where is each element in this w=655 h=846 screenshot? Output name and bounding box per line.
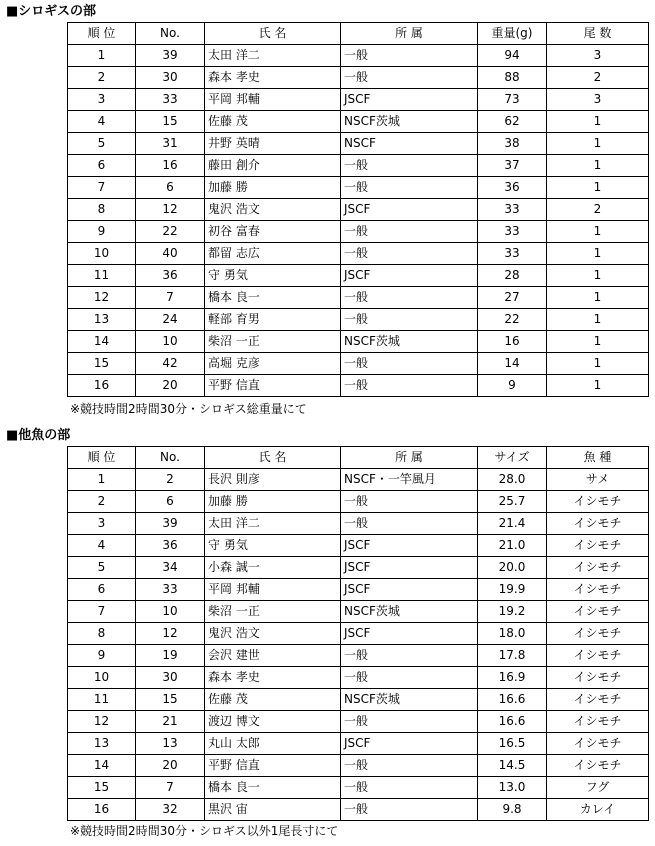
cell-weight: 22 bbox=[478, 309, 547, 331]
cell-name: 鬼沢 浩文 bbox=[205, 199, 341, 221]
cell-no: 10 bbox=[136, 601, 205, 623]
header-affiliation: 所 属 bbox=[341, 23, 478, 45]
cell-count: 3 bbox=[547, 45, 649, 67]
cell-rank: 14 bbox=[68, 331, 136, 353]
cell-size: 28.0 bbox=[478, 469, 547, 491]
cell-affiliation: JSCF bbox=[341, 579, 478, 601]
shirogisu-table-body bbox=[68, 45, 649, 397]
cell-count: 1 bbox=[547, 287, 649, 309]
cell-no: 33 bbox=[136, 579, 205, 601]
shirogisu-section-title: ■シロギスの部 bbox=[6, 4, 97, 19]
cell-weight: 16 bbox=[478, 331, 547, 353]
cell-species: イシモチ bbox=[547, 579, 649, 601]
cell-rank: 4 bbox=[68, 111, 136, 133]
cell-count: 1 bbox=[547, 265, 649, 287]
cell-species: イシモチ bbox=[547, 535, 649, 557]
other-fish-note: ※競技時間2時間30分・シロギス以外1尾長寸にて bbox=[70, 824, 339, 838]
cell-no: 16 bbox=[136, 155, 205, 177]
table-row bbox=[68, 689, 649, 711]
cell-count: 1 bbox=[547, 243, 649, 265]
cell-no: 36 bbox=[136, 265, 205, 287]
cell-no: 15 bbox=[136, 689, 205, 711]
cell-rank: 15 bbox=[68, 777, 136, 799]
cell-weight: 9 bbox=[478, 375, 547, 397]
cell-no: 6 bbox=[136, 177, 205, 199]
cell-name: 平岡 邦輔 bbox=[205, 89, 341, 111]
table-row bbox=[68, 469, 649, 491]
cell-rank: 7 bbox=[68, 601, 136, 623]
cell-count: 1 bbox=[547, 353, 649, 375]
cell-affiliation: NSCF bbox=[341, 133, 478, 155]
cell-species: イシモチ bbox=[547, 711, 649, 733]
cell-name: 森本 孝史 bbox=[205, 667, 341, 689]
other-fish-results-table bbox=[67, 446, 649, 821]
cell-rank: 6 bbox=[68, 579, 136, 601]
cell-no: 12 bbox=[136, 623, 205, 645]
cell-name: 佐藤 茂 bbox=[205, 111, 341, 133]
table-row bbox=[68, 45, 649, 67]
cell-affiliation: 一般 bbox=[341, 155, 478, 177]
table-row bbox=[68, 513, 649, 535]
cell-name: 黒沢 宙 bbox=[205, 799, 341, 821]
cell-no: 20 bbox=[136, 755, 205, 777]
cell-no: 40 bbox=[136, 243, 205, 265]
cell-size: 25.7 bbox=[478, 491, 547, 513]
cell-species: イシモチ bbox=[547, 667, 649, 689]
table-row bbox=[68, 287, 649, 309]
cell-species: カレイ bbox=[547, 799, 649, 821]
cell-species: イシモチ bbox=[547, 601, 649, 623]
cell-affiliation: 一般 bbox=[341, 491, 478, 513]
cell-rank: 12 bbox=[68, 287, 136, 309]
cell-affiliation: NSCF茨城 bbox=[341, 601, 478, 623]
cell-affiliation: JSCF bbox=[341, 89, 478, 111]
cell-weight: 94 bbox=[478, 45, 547, 67]
table-row bbox=[68, 111, 649, 133]
table-row bbox=[68, 579, 649, 601]
table-row bbox=[68, 243, 649, 265]
cell-weight: 27 bbox=[478, 287, 547, 309]
cell-size: 21.0 bbox=[478, 535, 547, 557]
header-weight: 重量(g) bbox=[478, 23, 547, 45]
cell-rank: 1 bbox=[68, 469, 136, 491]
cell-weight: 33 bbox=[478, 199, 547, 221]
table-row bbox=[68, 535, 649, 557]
cell-affiliation: 一般 bbox=[341, 777, 478, 799]
cell-name: 丸山 太郎 bbox=[205, 733, 341, 755]
cell-affiliation: 一般 bbox=[341, 667, 478, 689]
cell-name: 長沢 則彦 bbox=[205, 469, 341, 491]
table-row bbox=[68, 645, 649, 667]
cell-weight: 73 bbox=[478, 89, 547, 111]
cell-affiliation: 一般 bbox=[341, 243, 478, 265]
cell-weight: 33 bbox=[478, 221, 547, 243]
header-count: 尾 数 bbox=[547, 23, 649, 45]
cell-count: 1 bbox=[547, 177, 649, 199]
cell-count: 3 bbox=[547, 89, 649, 111]
other-fish-section-title: ■他魚の部 bbox=[6, 428, 71, 443]
cell-weight: 37 bbox=[478, 155, 547, 177]
cell-rank: 13 bbox=[68, 733, 136, 755]
cell-affiliation: NSCF茨城 bbox=[341, 331, 478, 353]
cell-name: 渡辺 博文 bbox=[205, 711, 341, 733]
cell-rank: 4 bbox=[68, 535, 136, 557]
table-row bbox=[68, 199, 649, 221]
cell-name: 平野 信直 bbox=[205, 375, 341, 397]
cell-count: 1 bbox=[547, 133, 649, 155]
table-row bbox=[68, 755, 649, 777]
cell-no: 12 bbox=[136, 199, 205, 221]
cell-size: 14.5 bbox=[478, 755, 547, 777]
header-name: 氏 名 bbox=[205, 23, 341, 45]
cell-name: 小森 誠一 bbox=[205, 557, 341, 579]
cell-rank: 5 bbox=[68, 557, 136, 579]
table-row bbox=[68, 777, 649, 799]
cell-no: 32 bbox=[136, 799, 205, 821]
cell-affiliation: NSCF茨城 bbox=[341, 689, 478, 711]
cell-species: フグ bbox=[547, 777, 649, 799]
cell-no: 31 bbox=[136, 133, 205, 155]
cell-no: 39 bbox=[136, 45, 205, 67]
cell-count: 1 bbox=[547, 331, 649, 353]
cell-rank: 2 bbox=[68, 67, 136, 89]
cell-no: 24 bbox=[136, 309, 205, 331]
cell-no: 10 bbox=[136, 331, 205, 353]
cell-no: 20 bbox=[136, 375, 205, 397]
cell-rank: 8 bbox=[68, 623, 136, 645]
cell-weight: 33 bbox=[478, 243, 547, 265]
cell-affiliation: JSCF bbox=[341, 199, 478, 221]
table-row bbox=[68, 67, 649, 89]
cell-rank: 13 bbox=[68, 309, 136, 331]
cell-name: 平野 信直 bbox=[205, 755, 341, 777]
cell-affiliation: 一般 bbox=[341, 221, 478, 243]
header-no: No. bbox=[136, 447, 205, 469]
cell-affiliation: JSCF bbox=[341, 265, 478, 287]
cell-name: 井野 英晴 bbox=[205, 133, 341, 155]
cell-species: イシモチ bbox=[547, 755, 649, 777]
cell-weight: 14 bbox=[478, 353, 547, 375]
cell-species: イシモチ bbox=[547, 513, 649, 535]
cell-rank: 12 bbox=[68, 711, 136, 733]
cell-name: 佐藤 茂 bbox=[205, 689, 341, 711]
cell-size: 16.6 bbox=[478, 689, 547, 711]
cell-name: 柴沼 一正 bbox=[205, 601, 341, 623]
cell-affiliation: 一般 bbox=[341, 645, 478, 667]
header-species: 魚 種 bbox=[547, 447, 649, 469]
table-row bbox=[68, 557, 649, 579]
cell-size: 16.6 bbox=[478, 711, 547, 733]
cell-size: 16.5 bbox=[478, 733, 547, 755]
cell-count: 1 bbox=[547, 221, 649, 243]
cell-count: 2 bbox=[547, 67, 649, 89]
cell-name: 鬼沢 浩文 bbox=[205, 623, 341, 645]
header-name: 氏 名 bbox=[205, 447, 341, 469]
table-row bbox=[68, 667, 649, 689]
cell-name: 軽部 育男 bbox=[205, 309, 341, 331]
cell-size: 9.8 bbox=[478, 799, 547, 821]
cell-size: 20.0 bbox=[478, 557, 547, 579]
cell-no: 6 bbox=[136, 491, 205, 513]
cell-no: 33 bbox=[136, 89, 205, 111]
cell-size: 19.2 bbox=[478, 601, 547, 623]
cell-affiliation: 一般 bbox=[341, 67, 478, 89]
cell-weight: 28 bbox=[478, 265, 547, 287]
cell-size: 17.8 bbox=[478, 645, 547, 667]
cell-name: 柴沼 一正 bbox=[205, 331, 341, 353]
table-row bbox=[68, 733, 649, 755]
cell-name: 高堀 克彦 bbox=[205, 353, 341, 375]
cell-rank: 2 bbox=[68, 491, 136, 513]
cell-species: イシモチ bbox=[547, 645, 649, 667]
cell-species: イシモチ bbox=[547, 689, 649, 711]
cell-name: 橋本 良一 bbox=[205, 777, 341, 799]
cell-species: イシモチ bbox=[547, 557, 649, 579]
table-header-row bbox=[68, 447, 649, 469]
table-row bbox=[68, 265, 649, 287]
other-fish-table-body bbox=[68, 469, 649, 821]
table-row bbox=[68, 491, 649, 513]
cell-no: 15 bbox=[136, 111, 205, 133]
cell-weight: 38 bbox=[478, 133, 547, 155]
cell-name: 加藤 勝 bbox=[205, 177, 341, 199]
cell-name: 初谷 富春 bbox=[205, 221, 341, 243]
cell-species: イシモチ bbox=[547, 491, 649, 513]
cell-no: 2 bbox=[136, 469, 205, 491]
cell-size: 13.0 bbox=[478, 777, 547, 799]
table-row bbox=[68, 353, 649, 375]
cell-no: 7 bbox=[136, 287, 205, 309]
table-row bbox=[68, 375, 649, 397]
cell-affiliation: 一般 bbox=[341, 513, 478, 535]
cell-rank: 14 bbox=[68, 755, 136, 777]
table-row bbox=[68, 309, 649, 331]
cell-rank: 10 bbox=[68, 667, 136, 689]
cell-name: 太田 洋二 bbox=[205, 45, 341, 67]
cell-rank: 9 bbox=[68, 645, 136, 667]
cell-rank: 8 bbox=[68, 199, 136, 221]
cell-no: 21 bbox=[136, 711, 205, 733]
cell-affiliation: 一般 bbox=[341, 45, 478, 67]
header-rank: 順 位 bbox=[68, 447, 136, 469]
cell-rank: 9 bbox=[68, 221, 136, 243]
cell-affiliation: JSCF bbox=[341, 535, 478, 557]
cell-rank: 16 bbox=[68, 375, 136, 397]
cell-rank: 3 bbox=[68, 89, 136, 111]
cell-name: 都留 志広 bbox=[205, 243, 341, 265]
header-no: No. bbox=[136, 23, 205, 45]
header-rank: 順 位 bbox=[68, 23, 136, 45]
cell-affiliation: 一般 bbox=[341, 353, 478, 375]
cell-rank: 11 bbox=[68, 689, 136, 711]
cell-affiliation: 一般 bbox=[341, 755, 478, 777]
table-row bbox=[68, 601, 649, 623]
header-size: サイズ bbox=[478, 447, 547, 469]
table-row bbox=[68, 155, 649, 177]
cell-no: 30 bbox=[136, 667, 205, 689]
cell-name: 太田 洋二 bbox=[205, 513, 341, 535]
cell-no: 36 bbox=[136, 535, 205, 557]
cell-species: サメ bbox=[547, 469, 649, 491]
table-row bbox=[68, 623, 649, 645]
cell-weight: 62 bbox=[478, 111, 547, 133]
cell-species: イシモチ bbox=[547, 623, 649, 645]
cell-name: 藤田 創介 bbox=[205, 155, 341, 177]
cell-count: 1 bbox=[547, 375, 649, 397]
cell-weight: 36 bbox=[478, 177, 547, 199]
table-row bbox=[68, 331, 649, 353]
cell-no: 13 bbox=[136, 733, 205, 755]
cell-no: 34 bbox=[136, 557, 205, 579]
cell-count: 1 bbox=[547, 155, 649, 177]
cell-size: 16.9 bbox=[478, 667, 547, 689]
table-row bbox=[68, 89, 649, 111]
cell-affiliation: JSCF bbox=[341, 557, 478, 579]
cell-rank: 3 bbox=[68, 513, 136, 535]
cell-name: 守 勇気 bbox=[205, 265, 341, 287]
table-row bbox=[68, 221, 649, 243]
cell-no: 30 bbox=[136, 67, 205, 89]
table-header-row bbox=[68, 23, 649, 45]
table-row bbox=[68, 177, 649, 199]
shirogisu-results-table bbox=[67, 22, 649, 397]
cell-affiliation: 一般 bbox=[341, 177, 478, 199]
cell-rank: 1 bbox=[68, 45, 136, 67]
cell-affiliation: 一般 bbox=[341, 375, 478, 397]
cell-rank: 11 bbox=[68, 265, 136, 287]
cell-no: 19 bbox=[136, 645, 205, 667]
cell-rank: 10 bbox=[68, 243, 136, 265]
cell-no: 42 bbox=[136, 353, 205, 375]
cell-rank: 16 bbox=[68, 799, 136, 821]
cell-rank: 7 bbox=[68, 177, 136, 199]
cell-rank: 6 bbox=[68, 155, 136, 177]
header-affiliation: 所 属 bbox=[341, 447, 478, 469]
cell-weight: 88 bbox=[478, 67, 547, 89]
table-row bbox=[68, 799, 649, 821]
cell-count: 2 bbox=[547, 199, 649, 221]
cell-affiliation: NSCF・一竿風月 bbox=[341, 469, 478, 491]
cell-no: 7 bbox=[136, 777, 205, 799]
cell-rank: 5 bbox=[68, 133, 136, 155]
cell-name: 橋本 良一 bbox=[205, 287, 341, 309]
cell-affiliation: JSCF bbox=[341, 623, 478, 645]
cell-no: 22 bbox=[136, 221, 205, 243]
cell-name: 森本 孝史 bbox=[205, 67, 341, 89]
cell-affiliation: JSCF bbox=[341, 733, 478, 755]
cell-name: 平岡 邦輔 bbox=[205, 579, 341, 601]
cell-name: 会沢 建世 bbox=[205, 645, 341, 667]
cell-size: 18.0 bbox=[478, 623, 547, 645]
cell-rank: 15 bbox=[68, 353, 136, 375]
cell-affiliation: NSCF茨城 bbox=[341, 111, 478, 133]
cell-count: 1 bbox=[547, 309, 649, 331]
table-row bbox=[68, 133, 649, 155]
cell-affiliation: 一般 bbox=[341, 711, 478, 733]
cell-size: 21.4 bbox=[478, 513, 547, 535]
cell-no: 39 bbox=[136, 513, 205, 535]
cell-affiliation: 一般 bbox=[341, 309, 478, 331]
cell-name: 加藤 勝 bbox=[205, 491, 341, 513]
cell-count: 1 bbox=[547, 111, 649, 133]
shirogisu-note: ※競技時間2時間30分・シロギス総重量にて bbox=[70, 402, 307, 416]
cell-species: イシモチ bbox=[547, 733, 649, 755]
table-row bbox=[68, 711, 649, 733]
cell-size: 19.9 bbox=[478, 579, 547, 601]
cell-name: 守 勇気 bbox=[205, 535, 341, 557]
cell-affiliation: 一般 bbox=[341, 287, 478, 309]
cell-affiliation: 一般 bbox=[341, 799, 478, 821]
